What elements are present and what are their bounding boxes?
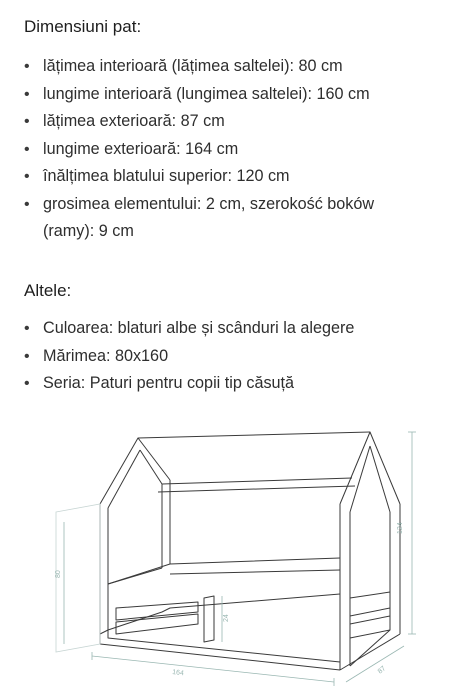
list-item-text: lățimea interioară (lățimea saltelei): 80 cm	[43, 57, 343, 75]
label-height-side: 80	[55, 570, 62, 578]
dim-line-width	[346, 646, 404, 682]
label-length: 164	[171, 669, 185, 678]
back-side-rail	[100, 594, 340, 634]
list-item	[24, 81, 454, 109]
dim-panel-side	[56, 504, 100, 652]
inner-ridge	[162, 478, 352, 484]
list-item	[24, 315, 454, 343]
front-roof-outline	[340, 432, 400, 504]
other-heading: Altele:	[24, 281, 72, 300]
label-rail-height: 24	[223, 614, 230, 622]
bullet-icon: •	[24, 85, 30, 103]
bullet-icon: •	[24, 58, 30, 75]
list-item	[24, 136, 454, 164]
list-item	[24, 343, 454, 371]
inner-ridge-2	[158, 486, 355, 492]
list-item	[24, 108, 454, 136]
list-item-text: grosimea elementului: 2 cm, szerokość boków	[43, 194, 375, 213]
roof-ridge	[138, 432, 370, 438]
back-roof-outline	[100, 438, 170, 504]
list-item-text: lățimea exterioară: 87 cm	[43, 112, 225, 130]
list-item	[24, 53, 454, 81]
list-item-text: Culoarea: blaturi albe și scânduri la alegere	[43, 319, 355, 337]
list-item-continuation: (ramy): 9 cm	[43, 222, 134, 240]
other-list	[24, 315, 454, 398]
bullet-icon: •	[24, 195, 30, 213]
safety-rail-board	[116, 602, 198, 620]
list-item-text: Mărimea: 80x160	[43, 346, 169, 365]
front-long-rail	[100, 634, 340, 670]
safety-rail-post	[204, 596, 214, 642]
list-item	[24, 370, 454, 398]
back-side-rail-mid	[170, 570, 340, 574]
bullet-icon: •	[24, 113, 30, 130]
list-item-text: lungime interioară (lungimea saltelei): 160 cm	[43, 84, 370, 103]
label-height-total: 124	[397, 522, 404, 534]
list-item	[24, 191, 454, 246]
safety-rail-board-lower	[116, 614, 198, 634]
label-width: 87	[376, 665, 388, 676]
front-footboard-lower	[350, 616, 390, 638]
bed-technical-drawing	[0, 412, 463, 699]
bullet-icon: •	[24, 347, 30, 365]
bullet-icon: •	[24, 140, 30, 158]
bullet-icon: •	[24, 375, 30, 392]
dimensions-heading: Dimensiuni pat:	[24, 17, 142, 36]
front-bottom-rail-2	[340, 634, 400, 670]
list-item-text: Seria: Paturi pentru copii tip căsuță	[43, 374, 295, 392]
dim-line-length	[92, 656, 334, 682]
dimensions-list	[24, 53, 454, 246]
bullet-icon: •	[24, 168, 30, 185]
list-item-text: înălțimea blatului superior: 120 cm	[43, 167, 290, 185]
bullet-icon: •	[24, 320, 30, 337]
list-item-text: lungime exterioară: 164 cm	[43, 139, 239, 158]
front-footboard	[350, 592, 390, 616]
list-item	[24, 163, 454, 191]
back-roof-inner	[108, 450, 140, 508]
